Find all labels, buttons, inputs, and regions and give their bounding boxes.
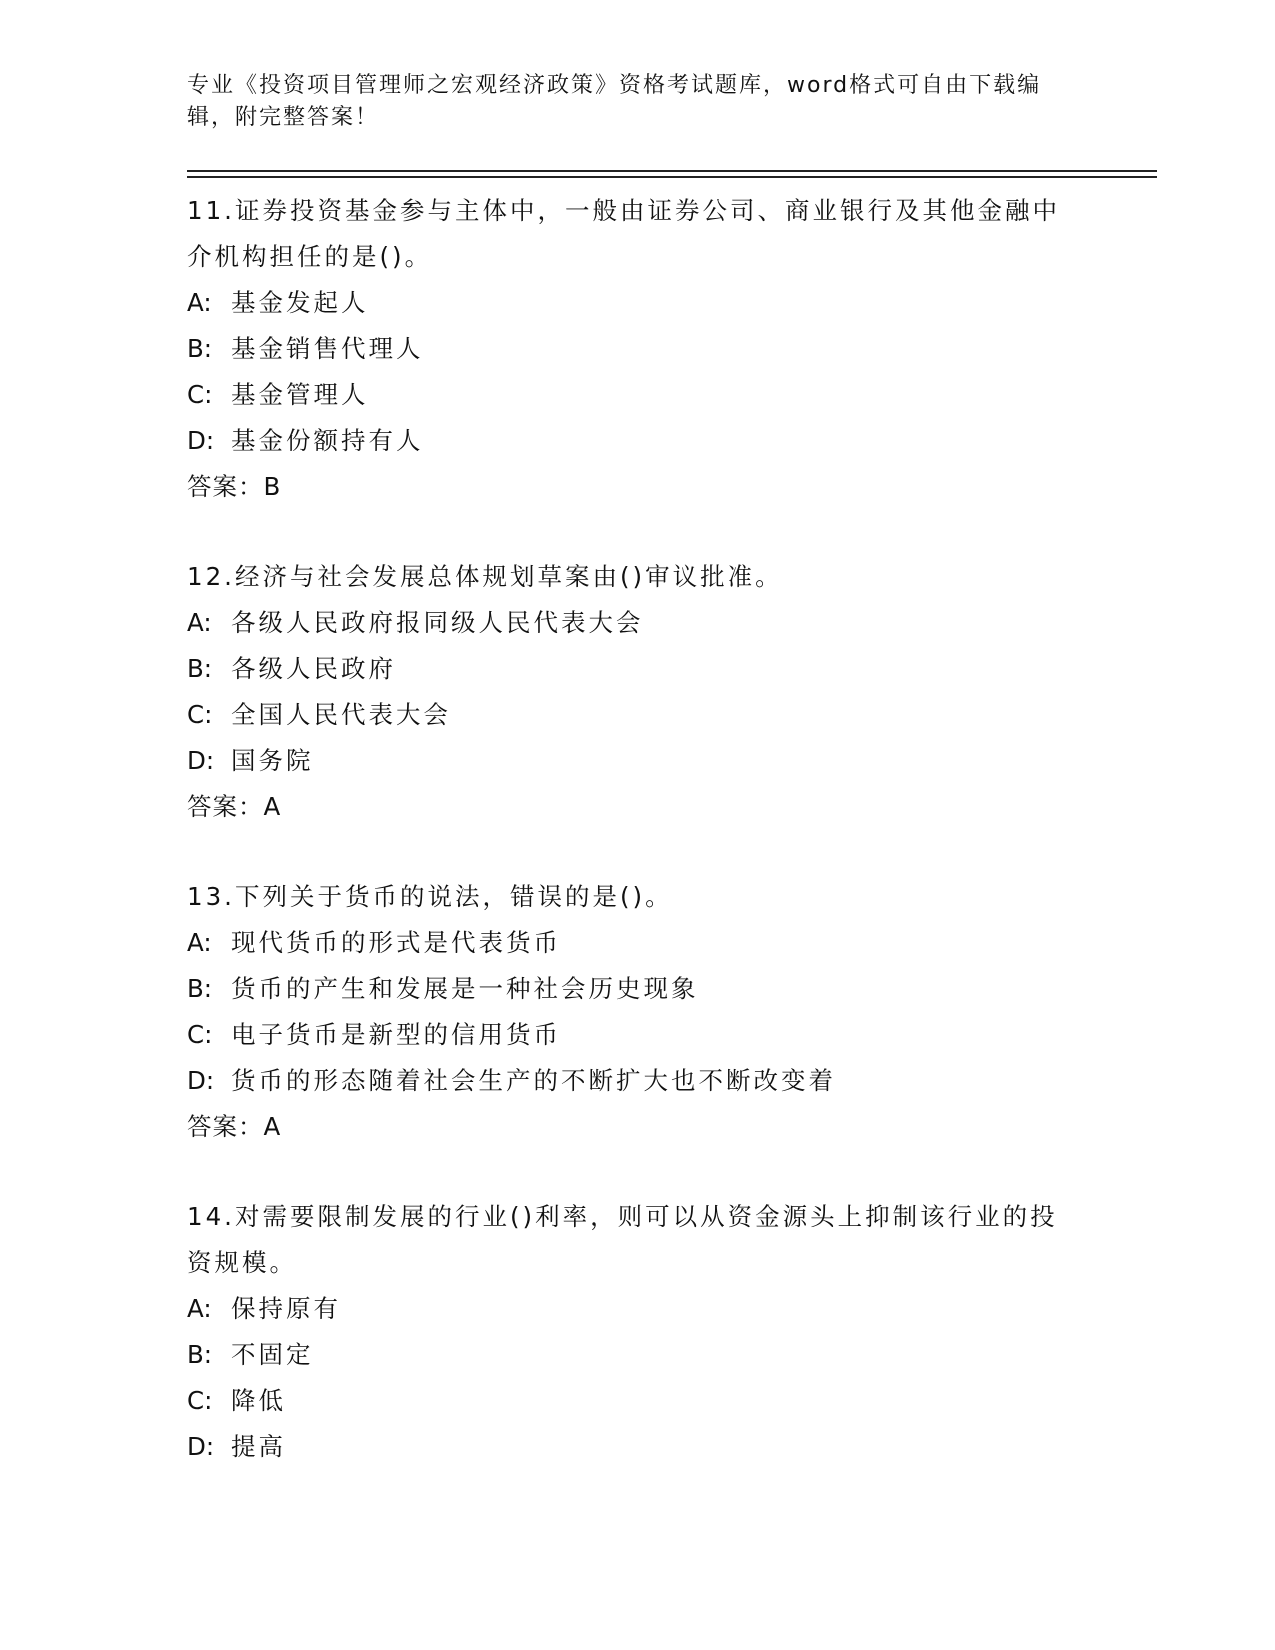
option-letter: A:: [187, 288, 212, 317]
option-letter: B:: [187, 974, 213, 1003]
question-item: [187, 874, 1157, 1150]
option-text: 基金发起人: [231, 288, 369, 317]
option-letter: B:: [187, 654, 213, 683]
option-letter: A:: [187, 608, 212, 637]
option-letter: C:: [187, 700, 213, 729]
option-letter: A:: [187, 1294, 212, 1323]
option-letter: B:: [187, 334, 213, 363]
option-c: [187, 692, 1157, 738]
answer-line: 答案：A: [187, 792, 282, 821]
option-b: [187, 326, 1157, 372]
header-divider: [187, 170, 1157, 178]
option-text: 保持原有: [231, 1294, 341, 1323]
document-page: [187, 70, 1157, 1514]
option-text: 不固定: [231, 1340, 314, 1369]
document-header: 专业《投资项目管理师之宏观经济政策》资格考试题库，word格式可自由下载编辑，附完整答案！: [187, 73, 1042, 130]
option-letter: C:: [187, 1020, 213, 1049]
option-a: [187, 1286, 1157, 1332]
option-a: [187, 600, 1157, 646]
option-text: 各级人民政府: [231, 654, 396, 683]
question-item: [187, 188, 1157, 510]
question-list: [187, 188, 1157, 1470]
option-letter: C:: [187, 380, 213, 409]
option-letter: D:: [187, 426, 215, 455]
option-letter: B:: [187, 1340, 213, 1369]
option-text: 货币的产生和发展是一种社会历史现象: [231, 974, 699, 1003]
option-letter: D:: [187, 746, 215, 775]
option-letter: D:: [187, 1066, 215, 1095]
option-letter: A:: [187, 928, 212, 957]
option-text: 提高: [231, 1432, 286, 1461]
question-text: 11.证券投资基金参与主体中，一般由证券公司、商业银行及其他金融中介机构担任的是()。: [187, 196, 1060, 271]
option-text: 降低: [231, 1386, 286, 1415]
option-a: [187, 280, 1157, 326]
option-text: 现代货币的形式是代表货币: [231, 928, 561, 957]
option-text: 基金销售代理人: [231, 334, 424, 363]
option-text: 货币的形态随着社会生产的不断扩大也不断改变着: [231, 1066, 836, 1095]
option-text: 基金份额持有人: [231, 426, 424, 455]
question-text: 12.经济与社会发展总体规划草案由()审议批准。: [187, 562, 783, 591]
option-a: [187, 920, 1157, 966]
option-text: 电子货币是新型的信用货币: [231, 1020, 561, 1049]
option-letter: C:: [187, 1386, 213, 1415]
option-c: [187, 1012, 1157, 1058]
option-b: [187, 966, 1157, 1012]
question-item: [187, 554, 1157, 830]
option-d: [187, 418, 1157, 464]
option-d: [187, 1424, 1157, 1470]
option-text: 基金管理人: [231, 380, 369, 409]
question-text: 13.下列关于货币的说法，错误的是()。: [187, 882, 673, 911]
question-text: 14.对需要限制发展的行业()利率，则可以从资金源头上抑制该行业的投资规模。: [187, 1202, 1058, 1277]
option-c: [187, 1378, 1157, 1424]
option-c: [187, 372, 1157, 418]
option-text: 全国人民代表大会: [231, 700, 451, 729]
option-b: [187, 646, 1157, 692]
option-text: 各级人民政府报同级人民代表大会: [231, 608, 644, 637]
answer-line: 答案：A: [187, 1112, 282, 1141]
option-text: 国务院: [231, 746, 314, 775]
option-b: [187, 1332, 1157, 1378]
answer-line: 答案：B: [187, 472, 282, 501]
option-d: [187, 1058, 1157, 1104]
option-letter: D:: [187, 1432, 215, 1461]
option-d: [187, 738, 1157, 784]
question-item: [187, 1194, 1157, 1470]
